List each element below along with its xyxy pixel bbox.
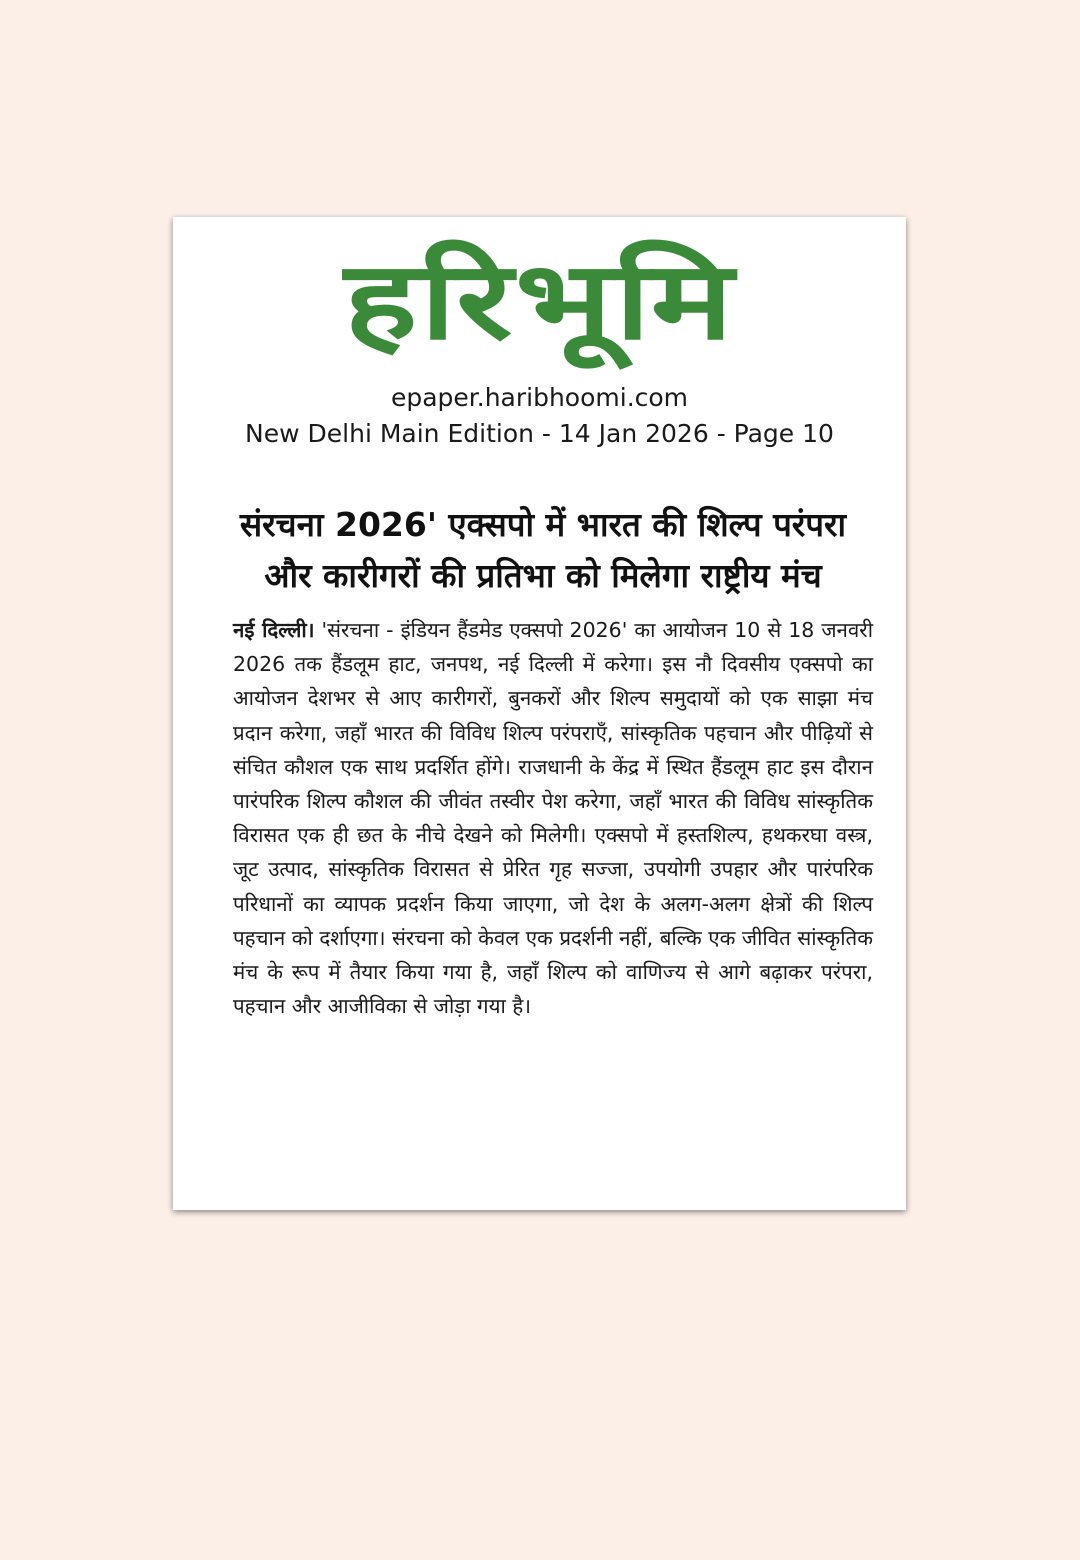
logo-text: हरिभूमि	[343, 239, 736, 364]
newspaper-clipping	[173, 217, 906, 1210]
article-text: 'संरचना - इंडियन हैंडमेड एक्सपो 2026' का आयोजन 10 से 18 जनवरी 2026 तक हैंडलूम हाट, जनपथ, नई दिल्ली में करेगा। इस नौ दिवसीय एक्सपो का आयोजन देशभर से आए कारीगरों, बुनकरों और शिल्प समुदायों को एक साझा मंच प्रदान करेगा, जहाँ भारत की विविध शिल्प परंपराएँ, सांस्कृतिक पहचान और पीढ़ियों से संचित कौशल एक साथ प्रदर्शित होंगे। राजधानी के केंद्र में स्थित हैंडलूम हाट इस दौरान पारंपरिक शिल्प कौशल की जीवंत तस्वीर पेश करेगा, जहाँ भारत की विविध सांस्कृतिक विरासत एक ही छत के नीचे देखने को मिलेगी। एक्सपो में हस्तशिल्प, हथकरघा वस्त्र, जूट उत्पाद, सांस्कृतिक विरासत से प्रेरित गृह सज्जा, उपयोगी उपहार और पारंपरिक परिधानों का व्यापक प्रदर्शन किया जाएगा, जो देश के अलग-अलग क्षेत्रों की शिल्प पहचान को दर्शाएगा। संरचना को केवल एक प्रदर्शनी नहीं, बल्कि एक जीवित सांस्कृतिक मंच के रूप में तैयार किया गया है, जहाँ शिल्प को वाणिज्य से आगे बढ़ाकर परंपरा, पहचान और आजीविका से जोड़ा गया है।	[233, 618, 874, 1019]
edition-info: New Delhi Main Edition - 14 Jan 2026 - Page 10	[245, 419, 834, 448]
masthead-logo	[173, 227, 906, 377]
source-url: epaper.haribhoomi.com	[390, 383, 689, 412]
article-body	[233, 613, 873, 1023]
article-headline: संरचना 2026' एक्सपो में भारत की शिल्प परंपरा और कारीगरों की प्रतिभा को मिलेगा राष्ट्रीय मंच	[239, 505, 847, 595]
article-dateline: नई दिल्ली।	[233, 618, 315, 642]
